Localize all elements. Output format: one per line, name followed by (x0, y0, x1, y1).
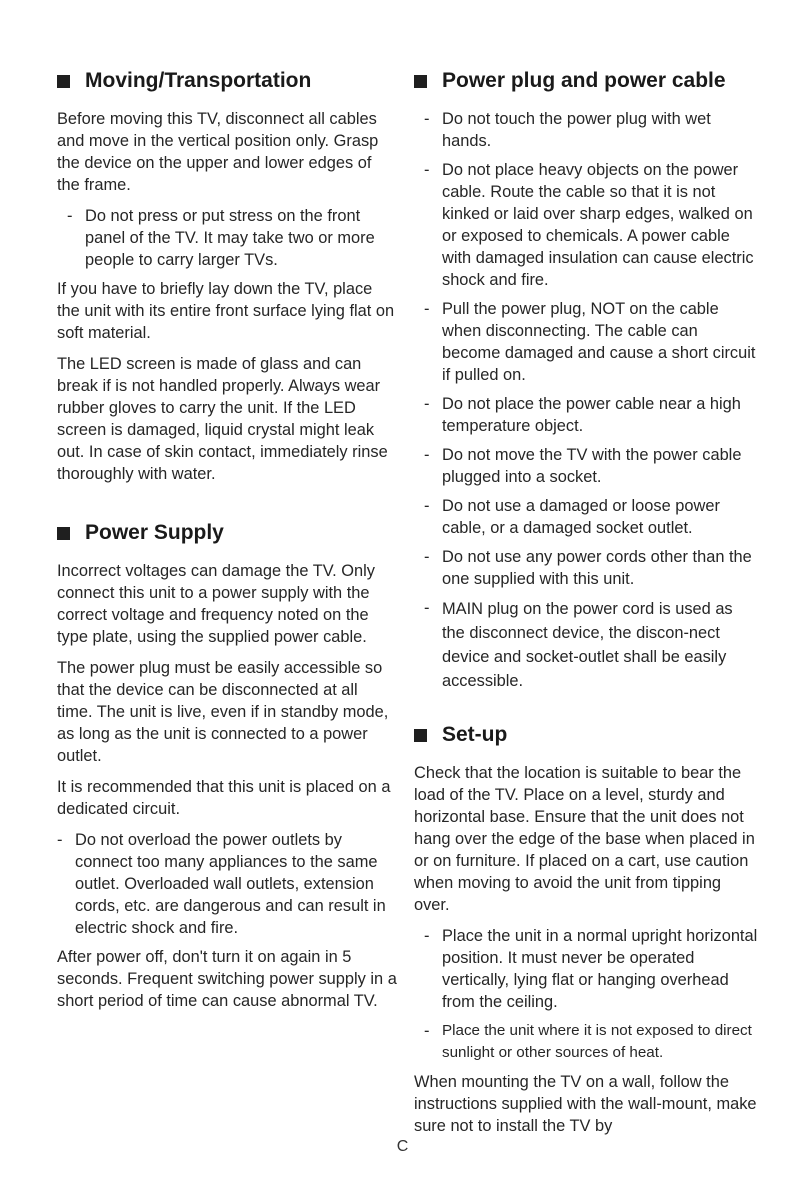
list-item: - Place the unit in a normal upright horizontal position. It must never be operated vertically, lying flat or hanging overhead from the ceiling. (424, 927, 758, 1011)
supply-bullet-list (57, 829, 397, 939)
moving-paragraph-3: The LED screen is made of glass and can break if is not handled properly. Always wear rubber gloves to carry the unit. If the LED screen is damaged, liquid crystal might leak out. In case of skin contact, immediately rinse thoroughly with water. (57, 355, 388, 483)
list-item: - MAIN plug on the power cord is used as the disconnect device, the discon-nect device and socket-outlet shall be easily accessible. (424, 597, 759, 693)
setup-paragraph-2: When mounting the TV on a wall, follow the instructions supplied with the wall-mount, make sure not to install the TV by (414, 1073, 757, 1135)
dash-bullet-icon: - (424, 1022, 430, 1040)
list-item: - Place the unit where it is not exposed to direct sunlight or other sources of heat. (424, 1020, 759, 1064)
dash-bullet-icon: - (424, 300, 430, 318)
supply-paragraph-3: It is recommended that this unit is placed on a dedicated circuit. (57, 778, 391, 818)
moving-heading (57, 66, 397, 96)
dash-bullet-icon: - (424, 548, 430, 566)
power-plug-heading (414, 66, 759, 96)
list-item: - Do not place the power cable near a high temperature object. (424, 395, 741, 435)
setup-paragraph-1: Check that the location is suitable to bear the load of the TV. Place on a level, sturdy and horizontal base. Ensure that the unit does not hang over the edge of the base when placed in or on furniture. If placed on a cart, use caution when moving to avoid the unit from tipping over. (414, 764, 755, 914)
setup-bullet-list (424, 925, 759, 1064)
setup-heading (414, 720, 759, 750)
list-item: - Do not use a damaged or loose power cable, or a damaged socket outlet. (424, 497, 720, 537)
moving-bullet-list (67, 205, 397, 271)
left-column (57, 66, 397, 1021)
power-plug-title: Power plug and power cable (442, 69, 726, 92)
square-bullet-icon (414, 75, 427, 88)
moving-paragraph-1: Before moving this TV, disconnect all cables and move in the vertical position only. Grasp the device on the upper and lower edges of the frame. (57, 110, 379, 194)
list-item: - Do not press or put stress on the front panel of the TV. It may take two or more people to carry larger TVs. (67, 207, 375, 269)
power-supply-title: Power Supply (85, 521, 224, 544)
list-item: - Pull the power plug, NOT on the cable when disconnecting. The cable can become damaged and cause a short circuit if pulled on. (424, 300, 756, 384)
square-bullet-icon (57, 75, 70, 88)
right-column (414, 66, 759, 1146)
dash-bullet-icon: - (57, 831, 63, 849)
list-item: - Do not move the TV with the power cable plugged into a socket. (424, 446, 742, 486)
square-bullet-icon (414, 729, 427, 742)
dash-bullet-icon: - (424, 927, 430, 945)
list-item: - Do not place heavy objects on the power cable. Route the cable so that it is not kinked or laid over sharp edges, walked on or exposed to chemicals. A power cable with damaged insulation can cause electric shock and fire. (424, 161, 754, 289)
dash-bullet-icon: - (424, 161, 430, 179)
supply-paragraph-4: After power off, don't turn it on again in 5 seconds. Frequent switching power supply in a short period of time can cause abnormal TV. (57, 948, 397, 1010)
list-item: - Do not use any power cords other than the one supplied with this unit. (424, 548, 752, 588)
power-supply-heading (57, 518, 397, 548)
list-item: - Do not overload the power outlets by connect too many appliances to the same outlet. Overloaded wall outlets, extension cords, etc. are dangerous and can result in electric shock and fire. (57, 831, 386, 937)
setup-title: Set-up (442, 723, 508, 746)
supply-paragraph-1: Incorrect voltages can damage the TV. Only connect this unit to a power supply with the correct voltage and frequency noted on the type plate, using the supplied power cable. (57, 562, 375, 646)
dash-bullet-icon: - (424, 110, 430, 128)
square-bullet-icon (57, 527, 70, 540)
page-number: C (396, 1138, 409, 1155)
moving-paragraph-2: If you have to briefly lay down the TV, place the unit with its entire front surface lying flat on soft material. (57, 280, 395, 342)
supply-paragraph-2: The power plug must be easily accessible so that the device can be disconnected at all time. The unit is live, even if in standby mode, as long as the unit is connected to a power outlet. (57, 659, 389, 765)
moving-title: Moving/Transportation (85, 69, 312, 92)
list-item: - Do not touch the power plug with wet hands. (424, 110, 711, 150)
dash-bullet-icon: - (424, 599, 430, 617)
plug-bullet-list (424, 108, 759, 693)
dash-bullet-icon: - (67, 207, 73, 225)
dash-bullet-icon: - (424, 497, 430, 515)
dash-bullet-icon: - (424, 446, 430, 464)
dash-bullet-icon: - (424, 395, 430, 413)
